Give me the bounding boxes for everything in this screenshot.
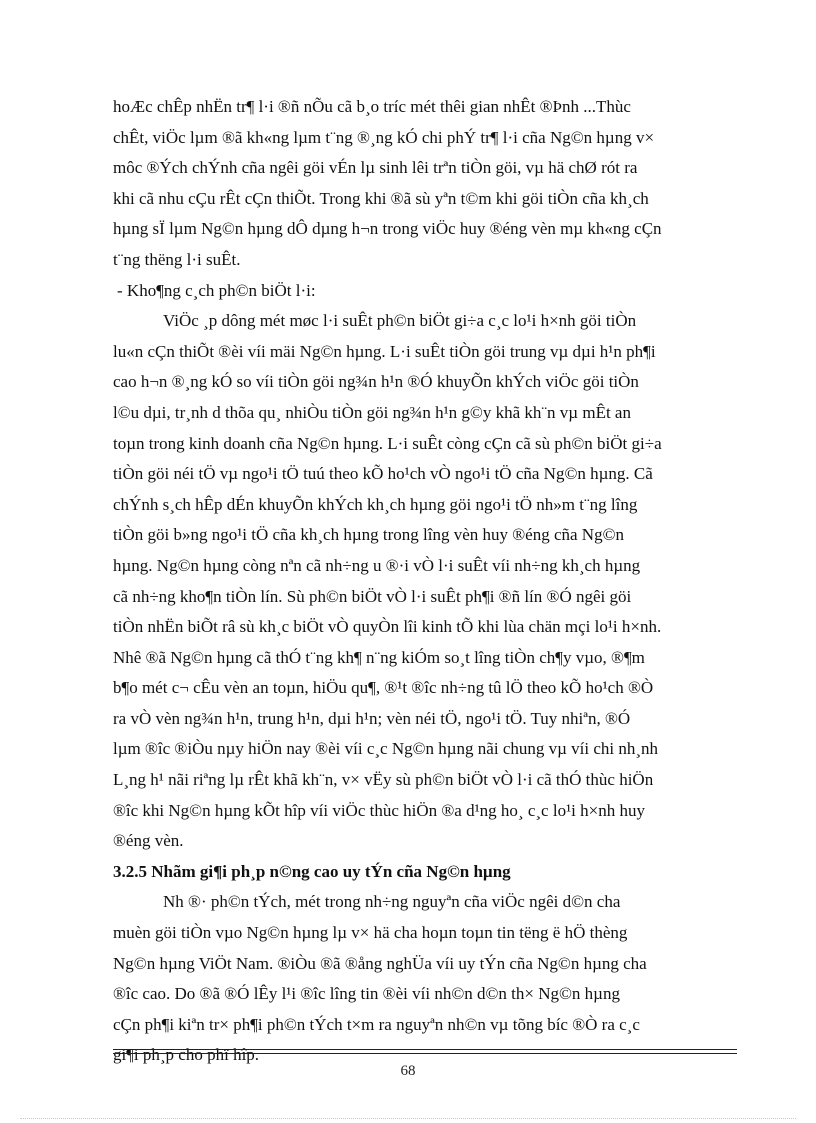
text-line: Nhê ®ã Ng©n hµng cã thÓ t¨ng kh¶ n¨ng kiÓm so¸t lîng tiÒn ch¶y vµo, ®¶m [113, 647, 645, 667]
text-line: khi cã nhu cÇu rÊt cÇn thiÕt. Trong khi ®ã sù yªn t©m khi göi tiÒn cña kh¸ch [113, 188, 649, 208]
text-line: lµm ®îc ®iÒu nµy hiÖn nay ®èi víi c¸c Ng©n hµng nãi chung vµ víi chi nh¸nh [113, 739, 659, 759]
page-number: 68 [400, 1063, 416, 1079]
text-line: cã nh÷ng kho¶n tiÒn lín. Sù ph©n biÖt vÒ l·i suÊt ph¶i ®ñ lín ®Ó ngêi göi [113, 586, 632, 606]
text-line: toµn trong kinh doanh cña Ng©n hµng. L·i suÊt còng cÇn cã sù ph©n biÖt gi÷a [113, 433, 662, 453]
text-line: b¶o mét c¬ cÊu vèn an toµn, hiÖu qu¶, ®¹t ®îc nh÷ng tû lÖ theo kÕ ho¹ch ®Ò [113, 678, 654, 698]
bullet-item: - Kho¶ng c¸ch ph©n biÖt l·i: [117, 280, 316, 300]
text-line: chÊt, viÖc lµm ®ã kh«ng lµm t¨ng ®¸ng kÓ chi phÝ tr¶ l·i cña Ng©n hµng v× [113, 127, 655, 147]
text-line: tiÒn göi néi tÖ vµ ngo¹i tÖ tuú theo kÕ ho¹ch vÒ ngo¹i tÖ cña Ng©n hµng. Cã [113, 464, 653, 484]
text-line: ViÖc ¸p dông mét møc l·i suÊt ph©n biÖt gi÷a c¸c lo¹i h×nh göi tiÒn [163, 311, 637, 331]
text-line: muèn göi tiÒn vµo Ng©n hµng lµ v× hä cha hoµn toµn tin tëng ë hÖ thèng [113, 923, 628, 943]
text-line: Nh ®· ph©n tÝch, mét trong nh÷ng nguyªn cña viÖc ngêi d©n cha [163, 892, 621, 912]
text-line: tiÒn nhËn biÕt râ sù kh¸c biÖt vÒ quyÒn lîi kinh tÕ khi lùa chän mçi lo¹i h×nh. [113, 617, 662, 637]
text-line: ®éng vèn. [113, 831, 184, 851]
text-line: ra vÒ vèn ng¾n h¹n, trung h¹n, dµi h¹n; vèn néi tÖ, ngo¹i tÖ. Tuy nhiªn, ®Ó [113, 708, 631, 728]
body-text [113, 92, 739, 1071]
footer-rule-bottom [113, 1053, 737, 1054]
text-line: hµng sÏ lµm Ng©n hµng dÔ dµng h¬n trong viÖc huy ®éng vèn mµ kh«ng cÇn [113, 219, 662, 239]
text-line: ®îc khi Ng©n hµng kÕt hîp víi viÖc thùc hiÖn ®a d¹ng ho¸ c¸c lo¹i h×nh huy [113, 800, 645, 820]
section-heading: 3.2.5 Nhãm gi¶i ph¸p n©ng cao uy tÝn cña Ng©n hµng [113, 861, 511, 881]
page-edge-divider [20, 1118, 796, 1119]
text-line: lu«n cÇn thiÕt ®èi víi mäi Ng©n hµng. L·i suÊt tiÒn göi trung vµ dµi h¹n ph¶i [113, 341, 656, 361]
text-line: Ng©n hµng ViÖt Nam. ®iÒu ®ã ®ång nghÜa víi uy tÝn cña Ng©n hµng cha [113, 953, 647, 973]
text-line: L¸ng h¹ nãi riªng lµ rÊt khã kh¨n, v× vËy sù ph©n biÖt vÒ l·i cã thÓ thùc hiÖn [113, 770, 654, 790]
text-line: gi¶i ph¸p cho phï hîp. [113, 1045, 260, 1065]
text-line: môc ®Ých chÝnh cña ngêi göi vÉn lµ sinh lêi trªn tiÒn göi, vµ hä chØ rót ra [113, 158, 638, 178]
text-line: cao h¬n ®¸ng kÓ so víi tiÒn göi ng¾n h¹n ®Ó khuyÕn khÝch viÖc göi tiÒn [113, 372, 639, 392]
text-line: hoÆc chÊp nhËn tr¶ l·i ®ñ nÕu cã b¸o tríc mét thêi gian nhÊt ®Þnh ...Thùc [113, 97, 631, 116]
text-line: t¨ng thëng l·i suÊt. [113, 249, 241, 269]
text-line: l©u dµi, tr¸nh d thõa qu¸ nhiÒu tiÒn göi ng¾n h¹n g©y khã kh¨n vµ mÊt an [113, 402, 631, 422]
text-line: cÇn ph¶i kiªn tr× ph¶i ph©n tÝch t×m ra nguyªn nh©n vµ tõng bíc ®Ò ra c¸c [113, 1014, 640, 1034]
text-line: chÝnh s¸ch hÊp dÉn khuyÕn khÝch kh¸ch hµng göi ngo¹i tÖ nh»m t¨ng lîng [113, 494, 638, 514]
footer-rule-top [113, 1049, 737, 1050]
text-line: hµng. Ng©n hµng còng nªn cã nh÷ng u ®·i vÒ l·i suÊt víi nh÷ng kh¸ch hµng [113, 555, 641, 575]
text-line: tiÒn göi b»ng ngo¹i tÖ cña kh¸ch hµng trong lîng vèn huy ®éng cña Ng©n [113, 525, 624, 545]
text-line: ®îc cao. Do ®ã ®Ó lÊy l¹i ®îc lîng tin ®èi víi nh©n d©n th× Ng©n hµng [113, 984, 620, 1004]
